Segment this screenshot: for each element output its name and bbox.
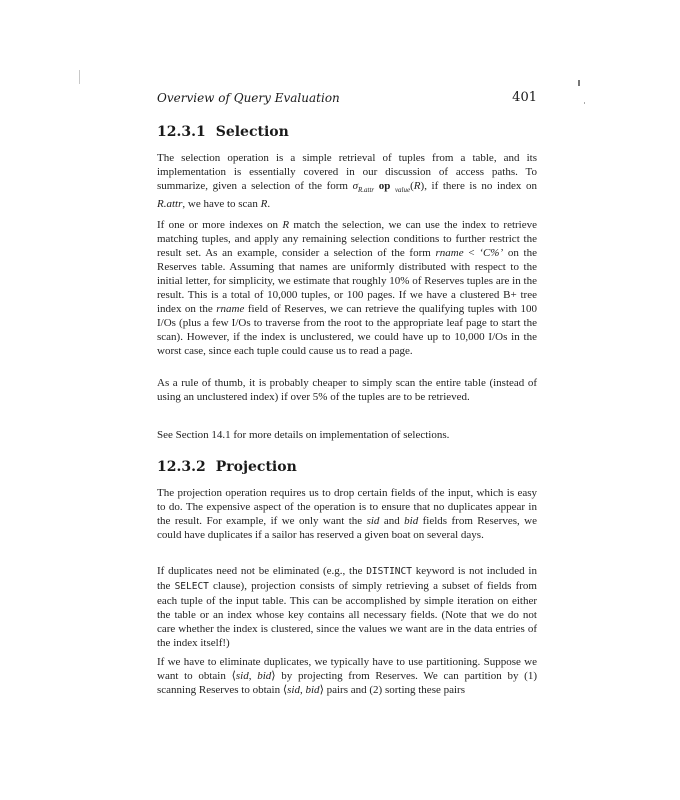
section-number: 12.3.2 bbox=[157, 459, 206, 475]
section-heading-projection bbox=[157, 458, 297, 476]
section-heading-selection bbox=[157, 123, 289, 141]
projection-paragraph-3: If we have to eliminate duplicates, we typically have to use partitioning. Suppose we want to obtain ⟨sid, bid⟩ by projecting from Reserves. We can partition by (1) scanning Reserves to obtain ⟨sid, bid⟩ pairs and (2) sorting these pairs bbox=[157, 656, 537, 696]
section-title: Selection bbox=[215, 124, 289, 140]
scan-mark-right-small bbox=[584, 102, 585, 104]
section-title: Projection bbox=[215, 459, 297, 475]
selection-paragraph-2: If one or more indexes on R match the selection, we can use the index to retrieve matching tuples, and apply any remaining selection conditions to further restrict the result set. As an example, consider a selection of the form rname < ‘C%’ on the Reserves table. Assuming that names are uniformly distributed with respect to the initial letter, for simplicity, we estimate that roughly 10% of Reserves tuples are in the result. This is a total of 10,000 tuples, or 100 pages. If we have a clustered B+ tree index on the rname field of Reserves, we can retrieve the qualifying tuples with 100 I/Os (plus a few I/Os to traverse from the root to the appropriate leaf page to start the scan). However, if the index is unclustered, we could have up to 10,000 I/Os in the worst case, since each tuple could cause us to read a page. bbox=[157, 219, 537, 357]
selection-paragraph-4: See Section 14.1 for more details on implementation of selections. bbox=[157, 429, 450, 441]
page-number: 401 bbox=[512, 90, 537, 105]
section-number: 12.3.1 bbox=[157, 124, 206, 140]
selection-paragraph-3: As a rule of thumb, it is probably cheaper to simply scan the entire table (instead of using an unclustered index) if over 5% of the tuples are to be retrieved. bbox=[157, 377, 537, 403]
selection-paragraph-1: The selection operation is a simple retrieval of tuples from a table, and its implementation is essentially covered in our discussion of access paths. To summarize, given a selection of the form $\sigma_{R.attr}$ op $_{value}$(R), if there is no index on R.attr, we have to scan R. bbox=[157, 152, 537, 211]
projection-paragraph-2: If duplicates need not be eliminated (e.g., the DISTINCT keyword is not included in the SELECT clause), projection consists of simply retrieving a subset of fields from each tuple of the input table. This can be accomplished by simple iteration on either the table or an index whose key contains all necessary fields. (Note that we do not care whether the index is clustered, since the values we want are in the data entries of the index itself!) bbox=[157, 565, 537, 649]
scan-mark-right bbox=[578, 80, 580, 86]
scan-mark-left bbox=[79, 70, 80, 84]
projection-paragraph-1: The projection operation requires us to drop certain fields of the input, which is easy to do. The expensive aspect of the operation is to ensure that no duplicates appear in the result. For example, if we only want the sid and bid fields from Reserves, we could have duplicates if a sailor has reserved a given boat on several days. bbox=[157, 487, 537, 541]
running-header bbox=[157, 91, 537, 105]
running-title: Overview of Query Evaluation bbox=[157, 91, 340, 105]
